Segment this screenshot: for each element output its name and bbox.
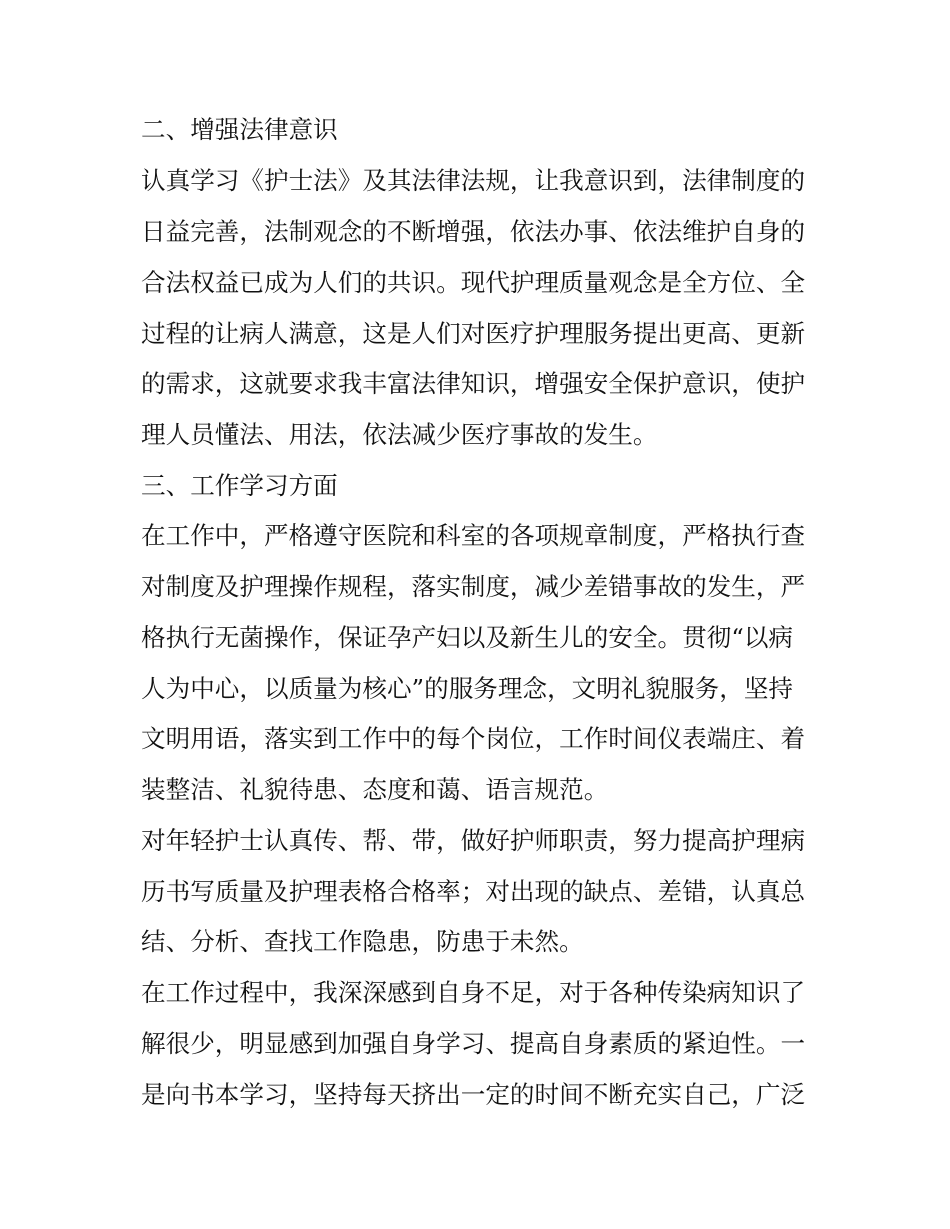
paragraph-line: 对年轻护士认真传、帮、带，做好护师职责，努力提高护理病 (141, 826, 806, 855)
paragraph-line: 是向书本学习，坚持每天挤出一定的时间不断充实自己，广泛 (141, 1080, 806, 1109)
paragraph-line: 解很少，明显感到加强自身学习、提高自身素质的紧迫性。一 (141, 1029, 806, 1058)
section-heading-work-study: 三、工作学习方面 (141, 471, 338, 500)
section-heading-legal-awareness: 二、增强法律意识 (141, 115, 338, 144)
paragraph-line: 格执行无菌操作，保证孕产妇以及新生儿的安全。贯彻“以病 (141, 623, 794, 652)
paragraph-line: 历书写质量及护理表格合格率；对出现的缺点、差错，认真总 (141, 877, 806, 906)
paragraph-line: 理人员懂法、用法，依法减少医疗事故的发生。 (141, 420, 658, 449)
paragraph-line: 文明用语，落实到工作中的每个岗位，工作时间仪表端庄、着 (141, 724, 806, 753)
paragraph-line: 在工作中，严格遵守医院和科室的各项规章制度，严格执行查 (141, 521, 806, 550)
paragraph-line: 的需求，这就要求我丰富法律知识，增强安全保护意识，使护 (141, 369, 806, 398)
paragraph-line: 合法权益已成为人们的共识。现代护理质量观念是全方位、全 (141, 268, 806, 297)
paragraph-line: 人为中心，以质量为核心”的服务理念，文明礼貌服务，坚持 (141, 674, 794, 703)
paragraph-line: 在工作过程中，我深深感到自身不足，对于各种传染病知识了 (141, 978, 806, 1007)
paragraph-line: 对制度及护理操作规程，落实制度，减少差错事故的发生，严 (141, 572, 806, 601)
paragraph-line: 装整洁、礼貌待患、态度和蔼、语言规范。 (141, 775, 609, 804)
paragraph-line: 认真学习《护士法》及其法律法规，让我意识到，法律制度的 (141, 166, 806, 195)
paragraph-line: 结、分析、查找工作隐患，防患于未然。 (141, 927, 584, 956)
paragraph-line: 日益完善，法制观念的不断增强，依法办事、依法维护自身的 (141, 217, 806, 246)
paragraph-line: 过程的让病人满意，这是人们对医疗护理服务提出更高、更新 (141, 319, 806, 348)
